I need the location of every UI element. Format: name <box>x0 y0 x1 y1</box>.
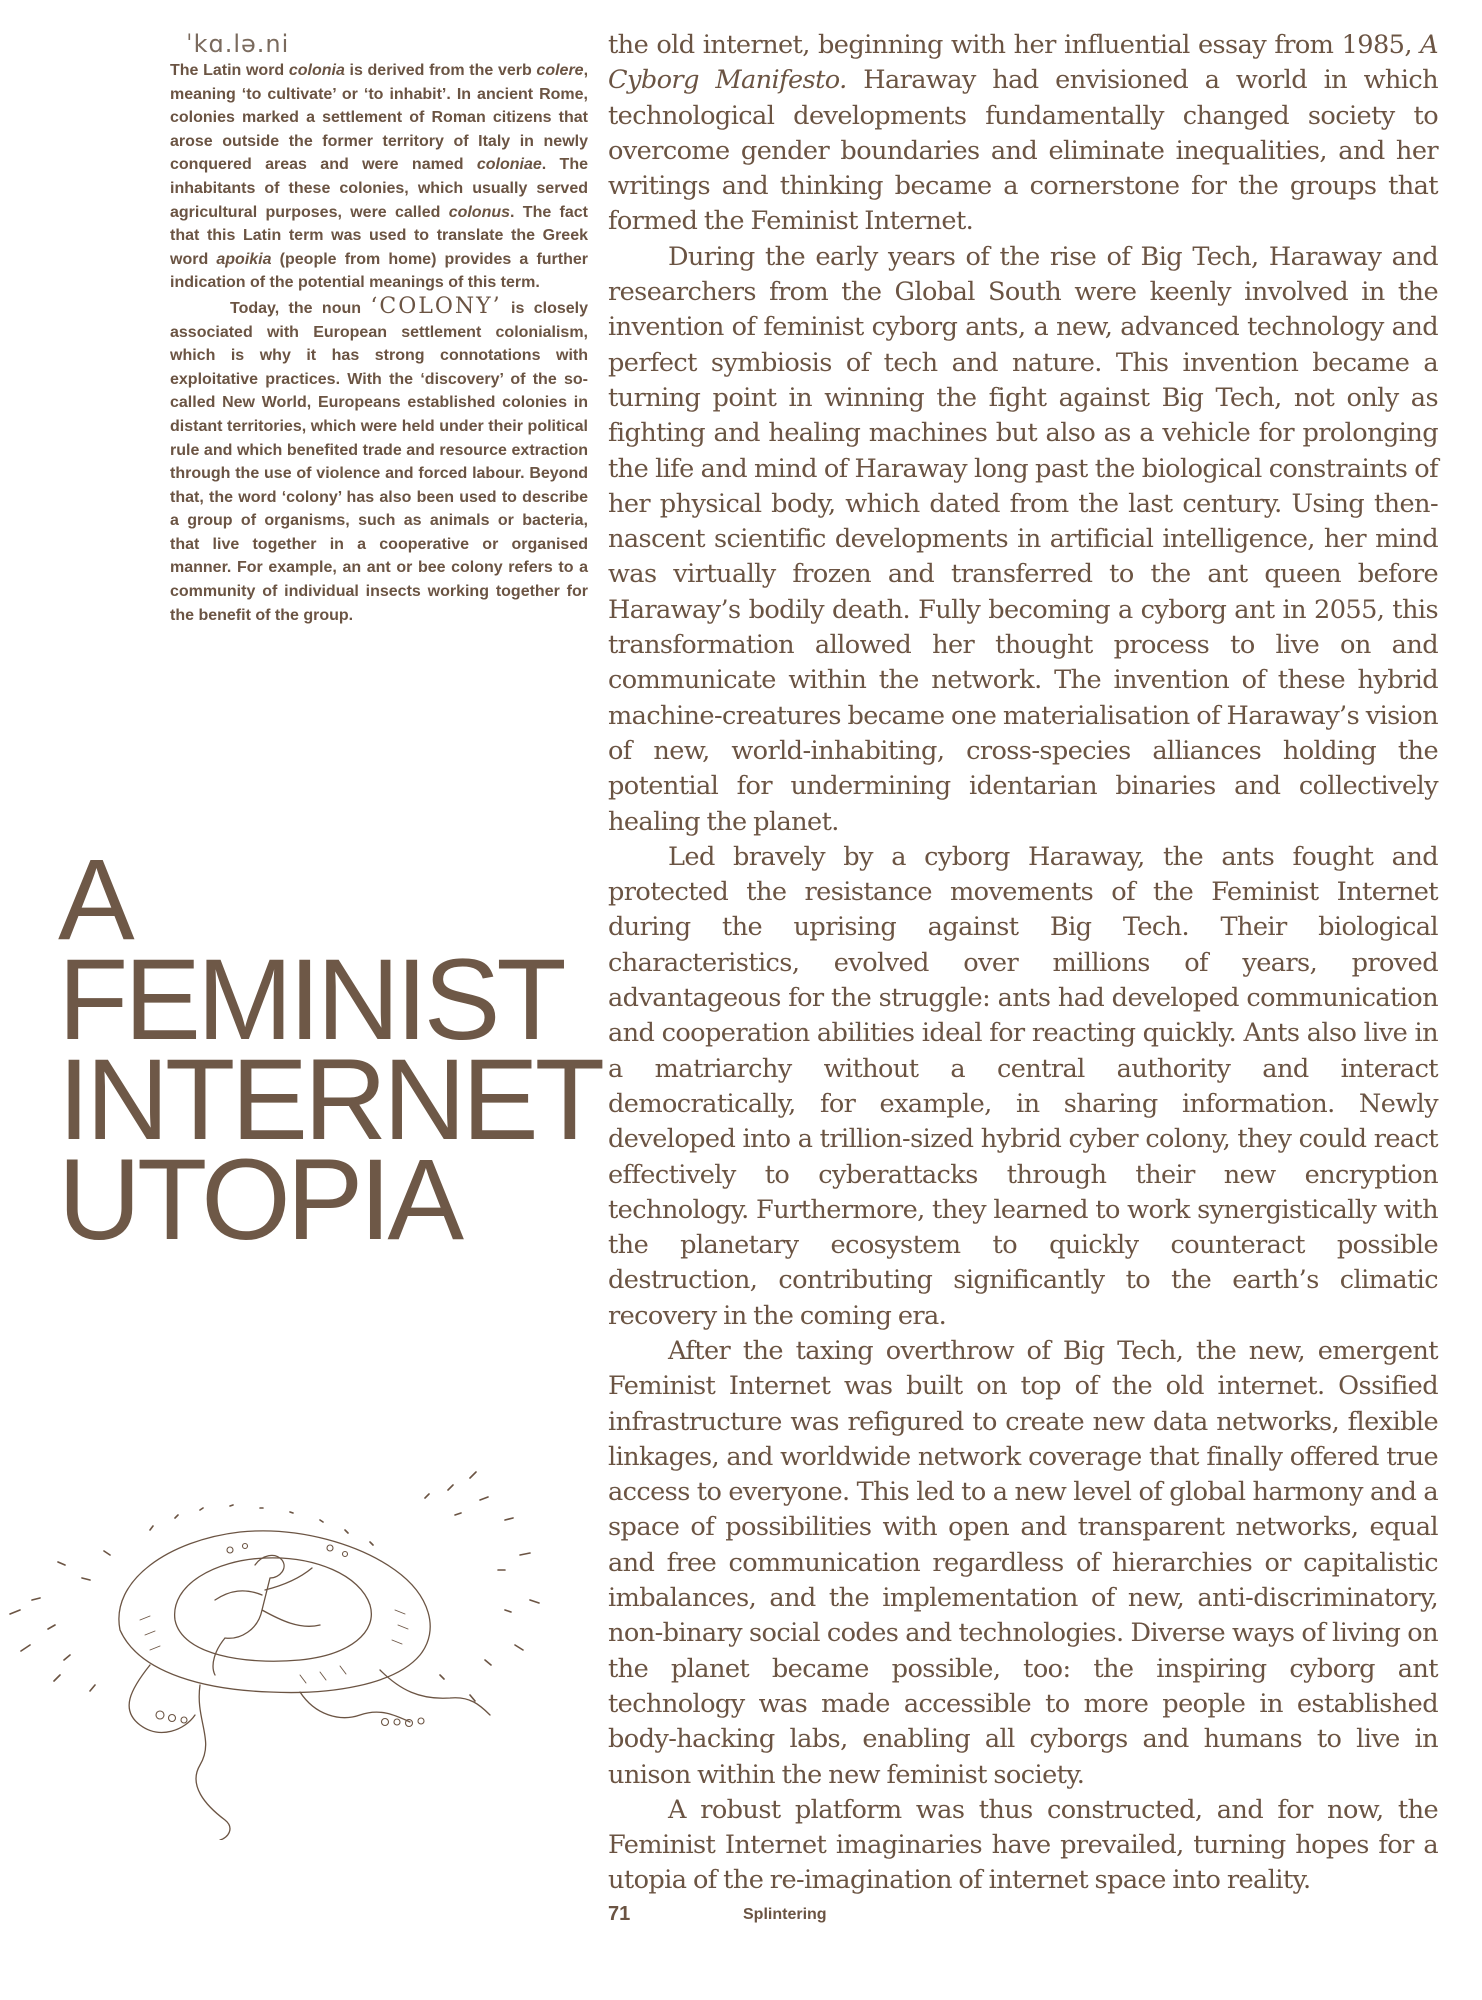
sketch-hatching <box>140 1610 408 1683</box>
sketch-loops <box>156 1544 424 1727</box>
body-paragraph-2: During the early years of the rise of Big Tech, Haraway and researchers from the Global South were keenly involved in the invention of feminist cyborg ants, a new, advanced technology and perfect symbiosis of tech and nature. This invention became a turning point in winning the fight against Big Tech, not only as fighting and healing machines but also as a vehicle for prolonging the life and mind of Haraway long past the biological constraints of her physical body, which dated from the last century. Using then-nascent scientific developments in artificial intelligence, her mind was virtually frozen and transferred to the ant queen before Haraway’s bodily death. Fully becoming a cyborg ant in 2055, this transformation allowed her thought process to live on and communicate within the network. The invention of these hybrid machine-creatures became one materialisation of Haraway’s vision of new, world-inhabiting, cross-species alliances holding the potential for undermining identarian binaries and collectively healing the planet. <box>608 241 1438 837</box>
title-line-4: UTOPIA <box>58 1136 461 1264</box>
sketch-tendril-4 <box>380 1670 490 1715</box>
ant-cyborg-sketch-icon <box>0 1460 560 1840</box>
body-paragraph-3: Led bravely by a cyborg Haraway, the ants fought and protected the resistance movements of the Feminist Internet during the uprising against Big Tech. Their biological characteristics, evolved over millions of years, proved advantageous for the struggle: ants had developed communication and cooperation abilities ideal for reacting quickly. Ants also live in a matriarchy without a central authority and interact democratically, for example, in sharing information. Newly developed into a trillion-sized hybrid cyber colony, they could react effectively to cyberattacks through their new encryption technology. Furthermore, they learned to work synergistically with the planetary ecosystem to quickly counteract possible destruction, contributing significantly to the earth’s climatic recovery in the coming era. <box>608 841 1438 1331</box>
sketch-tendril-1 <box>196 1685 230 1840</box>
title-line-1: A <box>58 836 131 964</box>
definition-paragraph-2: Today, the noun ‘COLONY’ is closely associated with European settlement colonialism, which is why it has strong connotations with exploitative practices. With the ‘discovery’ of the so-called New World, Europeans established colonies in distant territories, which were held under their political rule and which benefited trade and resource extraction through the use of violence and forced labour. Beyond that, the word ‘colony’ has also been used to describe a group of organisms, such as animals or bacteria, that live together in a cooperative or organised manner. For example, an ant or bee colony refers to a community of individual insects working together for the benefit of the group. <box>170 293 588 624</box>
body-paragraph-4: After the taxing overthrow of Big Tech, the new, emergent Feminist Internet was built on top of the old internet. Ossified infrastructure was refigured to create new data networks, flexible linkages, and worldwide network coverage that finally offered true access to everyone. This led to a new level of global harmony and a space of possibilities with open and transparent networks, equal and free communication regardless of hierarchies or capitalistic imbalances, and the implementation of new, anti-discriminatory, non-binary social codes and technologies. Diverse ways of living on the planet became possible, too: the inspiring cyborg ant technology was made accessible to more people in established body-hacking labs, enabling all cyborgs and humans to live in unison within the new feminist society. <box>608 1335 1438 1790</box>
sketch-dashes <box>10 1472 539 1701</box>
definition-sidebar <box>170 30 588 627</box>
page-number: 71 <box>608 1903 631 1925</box>
title-line-3: INTERNET <box>58 1036 601 1164</box>
definition-paragraph-1: The Latin word colonia is derived from the verb colere, meaning ‘to cultivate’ or ‘to inhabit’. In ancient Rome, colonies marked a settlement of Roman citizens that arose outside the former territory of Italy in newly conquered areas and were named coloniae. The inhabitants of these colonies, which usually served agricultural purposes, were called colonus. The fact that this Latin term was used to translate the Greek word apoikia (people from home) provides a further indication of the potential meanings of this term. <box>170 62 589 292</box>
essay-title: A Cyborg Manifesto. <box>608 30 1438 96</box>
title-line-2: FEMINIST <box>58 936 563 1064</box>
colony-term: ‘COLONY’ <box>370 293 502 319</box>
article-body <box>608 28 1438 1899</box>
sketch-blob-inner <box>175 1558 372 1661</box>
body-paragraph-1: the old internet, beginning with her influential essay from 1985, A Cyborg Manifesto. Haraway had envisioned a world in which technological developments fundamentally changed society to overcome gender boundaries and eliminate inequalities, and her writings and thinking became a cornerstone for the groups that formed the Feminist Internet. <box>608 30 1438 237</box>
running-head: Splintering <box>743 1906 827 1923</box>
body-paragraph-5: A robust platform was thus constructed, and for now, the Feminist Internet imaginaries have prevailed, turning hopes for a utopia of the re-imagination of internet space into reality. <box>608 1794 1438 1896</box>
sketch-tendril-2 <box>300 1692 410 1722</box>
pronunciation: ˈkɑ.lə.ni <box>186 30 290 58</box>
article-title <box>58 836 618 1264</box>
